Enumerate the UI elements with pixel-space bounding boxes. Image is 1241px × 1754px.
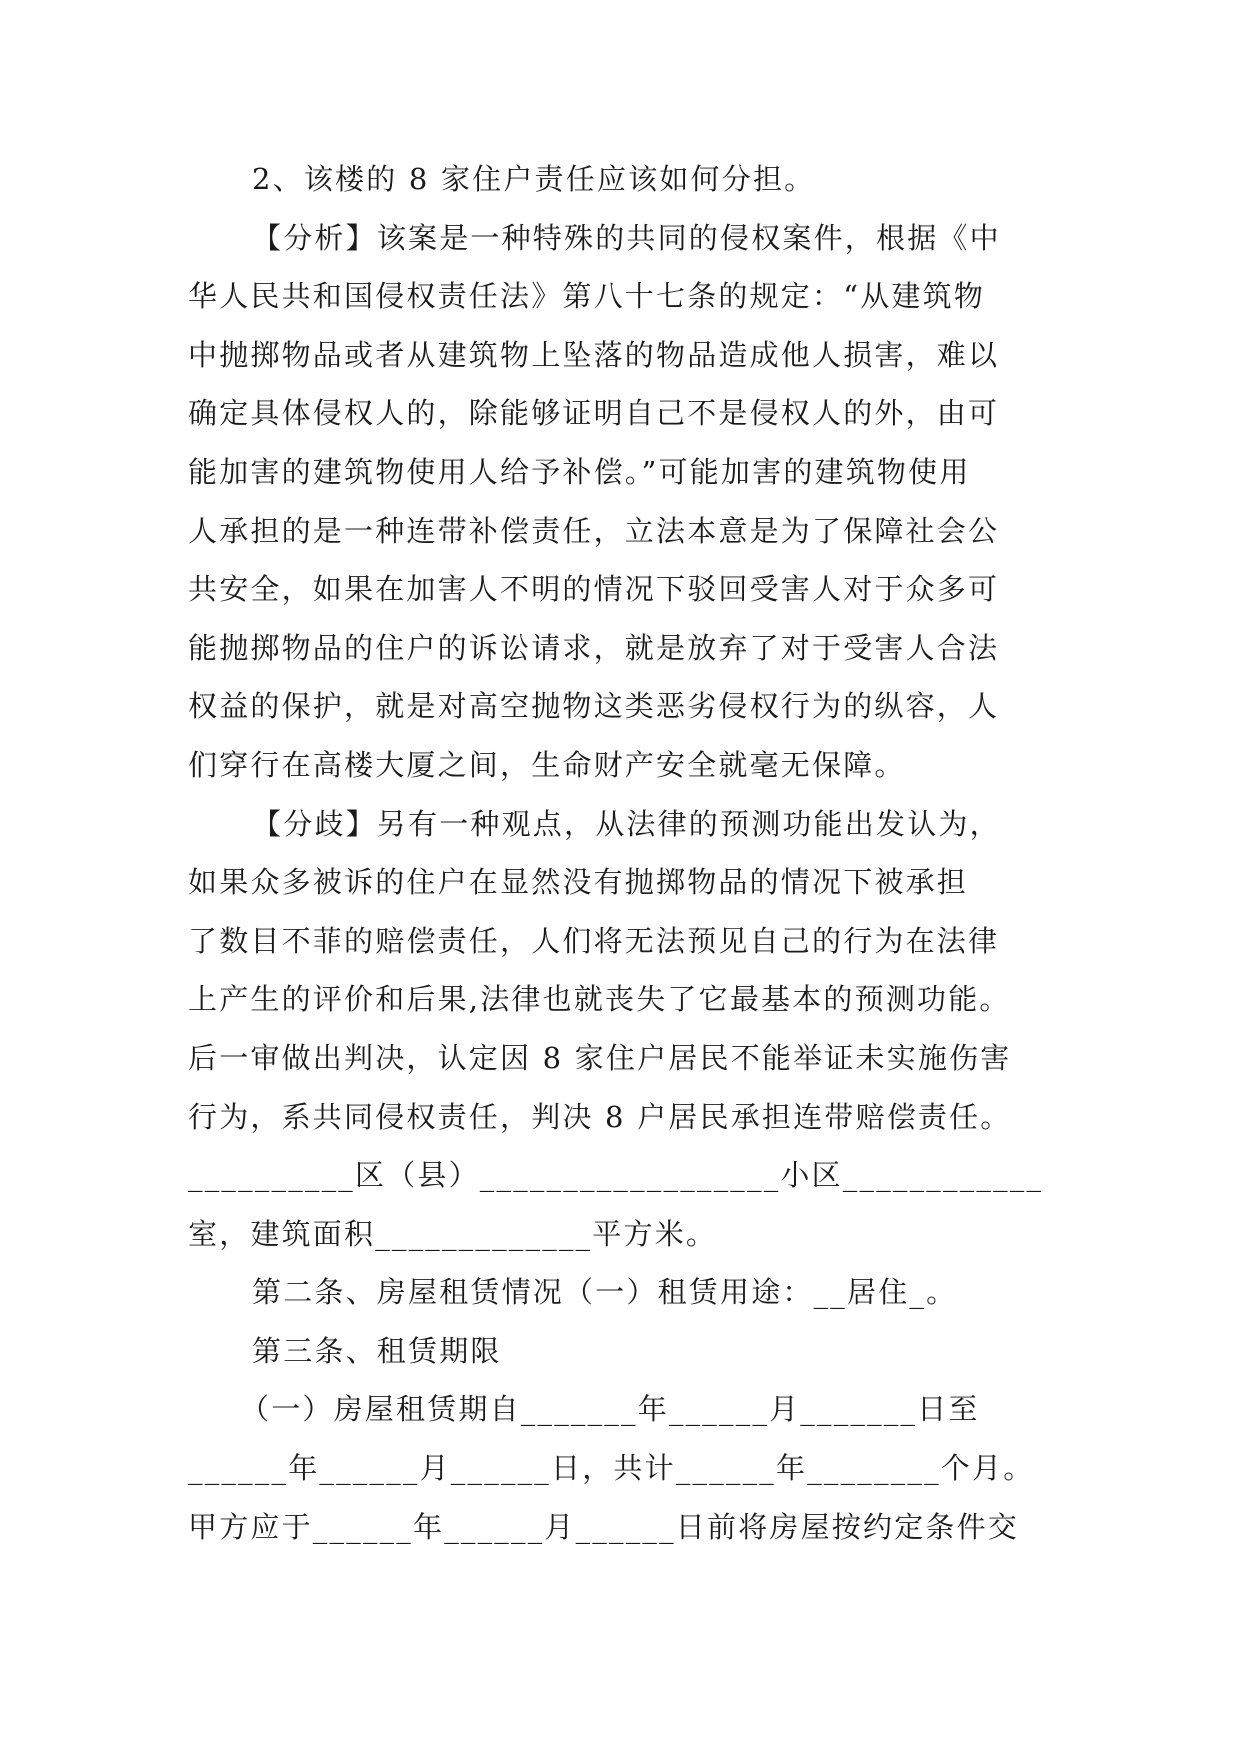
divergence-paragraph-line: 如果众多被诉的住户在显然没有抛掷物品的情况下被承担 xyxy=(188,865,969,900)
property-area-line: 室，建筑面积_____________平方米。 xyxy=(188,1216,718,1251)
analysis-paragraph-line: 能加害的建筑物使用人给予补偿。”可能加害的建筑物使用 xyxy=(188,454,971,489)
analysis-paragraph-line: 【分析】该案是一种特殊的共同的侵权案件，根据《中 xyxy=(252,220,1001,255)
analysis-paragraph-line: 权益的保护，就是对高空抛物这类恶劣侵权行为的纵容，人 xyxy=(188,689,1000,724)
article-2-line: 第二条、房屋租赁情况（一）租赁用途：__居住_。 xyxy=(252,1275,958,1310)
property-address-line: __________区（县）__________________小区____________ xyxy=(188,1158,1044,1193)
document-body xyxy=(188,150,1058,1556)
lease-term-line: （一）房屋租赁期自_______年______月_______日至 xyxy=(240,1392,980,1427)
analysis-paragraph-line: 们穿行在高楼大厦之间，生命财产安全就毫无保障。 xyxy=(188,747,906,782)
analysis-paragraph-line: 能抛掷物品的住户的诉讼请求，就是放弃了对于受害人合法 xyxy=(188,630,1000,665)
divergence-paragraph-line: 上产生的评价和后果,法律也就丧失了它最基本的预测功能。 xyxy=(188,982,1011,1017)
judgment-paragraph-line: 后一审做出判决，认定因 8 家住户居民不能举证未实施伤害 xyxy=(188,1040,1012,1075)
lease-term-line: ______年______月______日，共计______年________个月。 xyxy=(188,1451,1035,1486)
analysis-paragraph-line: 确定具体侵权人的，除能够证明自己不是侵权人的外，由可 xyxy=(188,396,1000,431)
divergence-paragraph-line: 了数目不菲的赔偿责任，人们将无法预见自己的行为在法律 xyxy=(188,923,1000,958)
article-3-heading: 第三条、租赁期限 xyxy=(252,1333,502,1368)
analysis-paragraph-line: 华人民共和国侵权责任法》第八十七条的规定：“从建筑物 xyxy=(188,279,986,314)
divergence-paragraph-line: 【分歧】另有一种观点，从法律的预测功能出发认为， xyxy=(252,806,1001,841)
analysis-paragraph-line: 共安全，如果在加害人不明的情况下驳回受害人对于众多可 xyxy=(188,572,1000,607)
analysis-paragraph-line: 中抛掷物品或者从建筑物上坠落的物品造成他人损害，难以 xyxy=(188,337,1000,372)
judgment-paragraph-line: 行为，系共同侵权责任，判决 8 户居民承担连带赔偿责任。 xyxy=(188,1099,1012,1134)
handover-line: 甲方应于______年______月______日前将房屋按约定条件交 xyxy=(188,1509,1020,1544)
analysis-paragraph-line: 人承担的是一种连带补偿责任，立法本意是为了保障社会公 xyxy=(188,513,1000,548)
question-2-line: 2、该楼的 8 家住户责任应该如何分担。 xyxy=(252,162,816,196)
